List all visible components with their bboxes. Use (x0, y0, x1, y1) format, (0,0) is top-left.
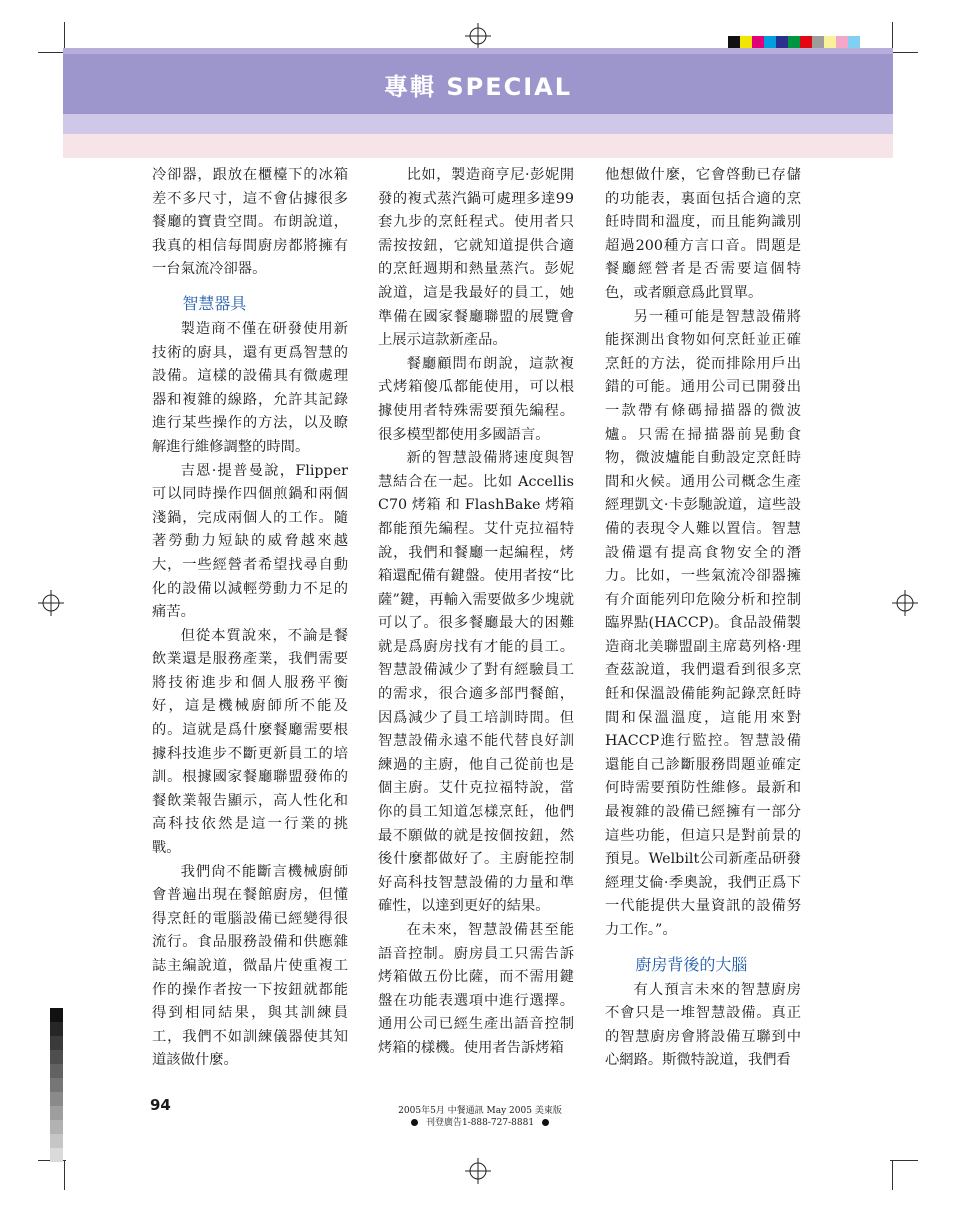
footer-ad-line (370, 1117, 590, 1129)
article-paragraph: 餐廳顧問布朗說，這款複式烤箱傻瓜都能使用，可以根據使用者特殊需要預先編程。很多模型都使用多國語言。 (378, 355, 574, 443)
page-number: 94 (150, 1096, 171, 1114)
trim-mark (890, 52, 918, 53)
section-title: 專輯 SPECIAL (383, 72, 573, 101)
article-paragraph: 冷卻器，跟放在櫃檯下的冰箱差不多尺寸，這不會佔據很多餐廳的寶貴空間。布朗說道，我真的相信每間廚房都將擁有一台氣流冷卻器。 (152, 167, 348, 278)
article-column-2 (378, 164, 574, 1061)
article-column-1 (152, 164, 348, 1073)
article-paragraph: 新的智慧設備將速度與智慧結合在一起。比如 Accellis C70 烤箱 和 FlashBake 烤箱都能預先編程。艾什克拉福特說，我們和餐廳一起編程，烤箱還配備有鍵盤。使用者按“比薩”鍵，再輸入需要做多少塊就可以了。很多餐廳最大的困難就是爲廚房找有才能的員工。智慧設備減少了對有經驗員工的需求，很合適多部門餐館，因爲減少了員工培訓時間。但智慧設備永遠不能代替良好訓練過的主廚，他自己從前也是個主廚。艾什克拉福特說，當你的員工知道怎樣烹飪，他們最不願做的就是按個按鈕，然後什麼都做好了。主廚能控制好高科技智慧設備的力量和準確性，以達到更好的結果。 (378, 450, 574, 915)
article-paragraph: 吉恩·提普曼說，Flipper 可以同時操作四個煎鍋和兩個淺鍋，完成兩個人的工作。隨著勞動力短缺的威脅越來越大，一些經營者希望找尋自動化的設備以減輕勞動力不足的痛苦。 (152, 462, 348, 621)
bullet-icon (542, 1119, 549, 1126)
article-paragraph: 比如，製造商亨尼·彭妮開發的複式蒸汽鍋可處理多達99套九步的烹飪程式。使用者只需按按鈕，它就知道提供合適的烹飪週期和熱量蒸汽。彭妮說道，這是我最好的員工，她準備在國家餐廳聯盟的展覽會上展示這款新產品。 (378, 167, 574, 349)
footer-publication-line: 2005年5月 中餐通訊 May 2005 美東版 (398, 1106, 562, 1116)
color-calibration-bar (728, 36, 860, 48)
trim-mark (892, 1160, 893, 1190)
article-paragraph: 製造商不僅在研發使用新技術的廚具，還有更爲智慧的設備。這樣的設備具有微處理器和複雜的線路，允許其記錄進行某些操作的方法，以及瞭解進行維修調整的時間。 (152, 320, 348, 455)
registration-mark-icon (465, 23, 491, 49)
registration-mark-icon (38, 590, 64, 616)
trim-mark (64, 1160, 65, 1190)
registration-mark-icon (465, 1158, 491, 1184)
article-paragraph: 有人預言未來的智慧廚房不會只是一堆智慧設備。真正的智慧廚房會將設備互聯到中心網路。斯微特說道，我們看 (605, 981, 801, 1069)
section-heading: 智慧器具 (182, 293, 247, 313)
trim-mark (890, 1160, 918, 1161)
section-heading: 廚房背後的大腦 (635, 954, 748, 974)
article-paragraph: 另一種可能是智慧設備將能探測出食物如何烹飪並正確烹飪的方法，從而排除用戶出錯的可能。通用公司已開發出一款帶有條碼掃描器的微波爐。只需在掃描器前晃動食物，微波爐能自動設定烹飪時間和火候。通用公司概念生產經理凱文·卡彭馳說道，這些設備的表現令人難以置信。智慧設備還有提高食物安全的潛力。比如，一些氣流冷卻器擁有介面能列印危險分析和控制臨界點(HACCP)。食品設備製造商北美聯盟副主席葛列格·理查茲說道，我們還看到很多烹飪和保溫設備能夠記錄烹飪時間和保溫溫度，這能用來對HACCP進行監控。智慧設備還能自己診斷服務問題並確定何時需要預防性維修。最新和最複雜的設備已經擁有一部分這些功能，但這只是對前景的預見。Welbilt公司新產品研發經理艾倫·季奧說，我們正爲下一代能提供大量資訊的設備努力工作。”。 (605, 308, 801, 938)
footer-ad-text: 刊登廣告1-888-727-8881 (425, 1118, 535, 1128)
header-band-middle (63, 114, 893, 134)
article-column-3 (605, 164, 801, 1073)
article-paragraph: 在未來，智慧設備甚至能語音控制。廚房員工只需告訴烤箱做五份比薩，而不需用鍵盤在功能表選項中進行選擇。通用公司已經生產出語音控制烤箱的樣機。使用者告訴烤箱 (378, 922, 574, 1056)
grayscale-calibration-bar (50, 1008, 63, 1162)
article-paragraph: 但從本質說來，不論是餐飲業還是服務產業，我們需要將技術進步和個人服務平衡好，這是機械廚師所不能及的。這就是爲什麼餐廳需要根據科技進步不斷更新員工的培訓。根據國家餐廳聯盟發佈的餐飲業報告顯示，高人性化和高科技依然是這一行業的挑戰。 (152, 627, 348, 857)
page-footer (370, 1105, 590, 1129)
section-header (63, 54, 893, 114)
article-paragraph: 他想做什麼，它會啓動已存儲的功能表，裏面包括合適的烹飪時間和溫度，而且能夠識別超過200種方言口音。問題是餐廳經營者是否需要這個特色，或者願意爲此買單。 (605, 167, 801, 301)
article-paragraph: 我們尙不能斷言機械廚師會普遍出現在餐館廚房，但懂得烹飪的電腦設備已經變得很流行。食品服務設備和供應雜誌主編說道，微晶片使重複工作的操作者按一下按鈕就都能得到相同結果，與其訓練員工，我們不如訓練儀器使其知道該做什麼。 (152, 863, 348, 1069)
trim-mark (38, 52, 66, 53)
header-band-bottom (63, 134, 893, 158)
bullet-icon (411, 1119, 418, 1126)
registration-mark-icon (892, 590, 918, 616)
